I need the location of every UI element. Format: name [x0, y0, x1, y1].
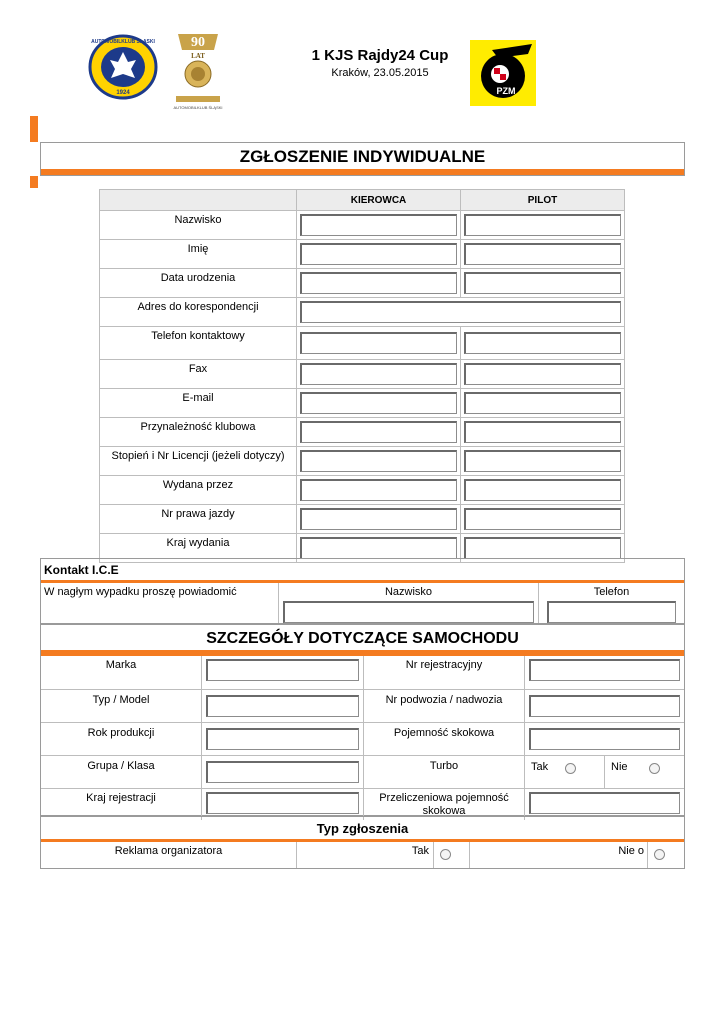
ad-yes-radio[interactable] — [440, 849, 451, 860]
ad-no-radio[interactable] — [654, 849, 665, 860]
driver-firstname-input[interactable] — [300, 243, 457, 265]
logo-mid-number: 90 — [191, 35, 205, 50]
table-row — [100, 240, 625, 269]
personal-info-table — [99, 189, 625, 563]
pilot-surname-input[interactable] — [464, 214, 621, 236]
col-driver: KIEROWCA — [297, 190, 461, 211]
entry-type-row — [41, 842, 684, 868]
logo-left-year: 1924 — [116, 90, 130, 96]
logo-mid-caption: AUTOMOBILKLUB ŚLĄSKI — [173, 105, 223, 110]
pzm-logo — [470, 40, 536, 106]
row-label-firstname: Imię — [100, 240, 297, 269]
reg-country-input[interactable] — [206, 792, 359, 814]
car-row-group — [41, 755, 684, 788]
table-row — [100, 327, 625, 360]
reg-no-label: Nr rejestracyjny — [363, 656, 524, 689]
car-title: SZCZEGÓŁY DOTYCZĄCE SAMOCHODU — [206, 630, 519, 647]
ninety-years-logo — [170, 30, 226, 112]
table-row — [100, 447, 625, 476]
model-label: Typ / Model — [92, 694, 150, 706]
row-label-surname: Nazwisko — [100, 211, 297, 240]
year-label: Rok produkcji — [87, 727, 155, 739]
logo-mid-word: LAT — [191, 52, 205, 60]
driver-license-input[interactable] — [300, 450, 457, 472]
make-label: Marka — [105, 659, 137, 671]
converted-capacity-input[interactable] — [529, 792, 680, 814]
ice-phone-input[interactable] — [547, 601, 676, 623]
turbo-no-cell — [604, 756, 684, 788]
automobilklub-slaski-logo — [88, 34, 158, 100]
ad-no-label: Nie o — [469, 842, 647, 868]
driver-surname-input[interactable] — [300, 214, 457, 236]
ice-surname-cell — [278, 583, 538, 623]
ice-section — [40, 558, 685, 624]
driver-issued-by-input[interactable] — [300, 479, 457, 501]
logo-left-text: AUTOMOBILKLUB ŚLĄSKI — [91, 39, 155, 45]
chassis-input[interactable] — [529, 695, 680, 717]
turbo-label: Turbo — [363, 756, 524, 788]
main-title: ZGŁOSZENIE INDYWIDUALNE — [239, 147, 486, 166]
col-pilot: PILOT — [461, 190, 625, 211]
turbo-yes-label: Tak — [531, 760, 549, 773]
address-input[interactable] — [300, 301, 621, 323]
car-row-make — [41, 656, 684, 689]
driver-fax-input[interactable] — [300, 363, 457, 385]
row-label-fax: Fax — [100, 360, 297, 389]
ice-phone-label: Telefon — [593, 586, 630, 598]
table-row — [100, 360, 625, 389]
table-row — [100, 418, 625, 447]
pilot-license-input[interactable] — [464, 450, 621, 472]
chassis-label: Nr podwozia / nadwozia — [363, 690, 524, 722]
row-label-email: E-mail — [100, 389, 297, 418]
title-underline — [41, 169, 684, 175]
ice-surname-label: Nazwisko — [384, 586, 433, 598]
model-input[interactable] — [206, 695, 359, 717]
ice-surname-input[interactable] — [283, 601, 534, 623]
header-blank — [100, 190, 297, 211]
event-date-place: Kraków, 23.05.2015 — [331, 67, 429, 79]
row-label-license: Stopień i Nr Licencji (jeżeli dotyczy) — [100, 447, 297, 476]
year-input[interactable] — [206, 728, 359, 750]
group-label: Grupa / Klasa — [87, 760, 155, 772]
table-header-row — [100, 190, 625, 211]
car-row-model — [41, 689, 684, 722]
table-row — [100, 211, 625, 240]
row-label-issued-by: Wydana przez — [100, 476, 297, 505]
pzm-text: PZM — [496, 86, 516, 96]
ice-notify-label: W nagłym wypadku proszę powiadomić — [44, 586, 237, 598]
pilot-email-input[interactable] — [464, 392, 621, 414]
row-label-address: Adres do korespondencji — [100, 298, 297, 327]
table-row — [100, 389, 625, 418]
table-row — [100, 505, 625, 534]
row-label-driving-license: Nr prawa jazdy — [100, 505, 297, 534]
reg-no-input[interactable] — [529, 659, 680, 681]
orange-marker-bottom — [30, 176, 38, 188]
pilot-club-input[interactable] — [464, 421, 621, 443]
driver-club-input[interactable] — [300, 421, 457, 443]
row-label-club: Przynależność klubowa — [100, 418, 297, 447]
reg-country-label: Kraj rejestracji — [86, 792, 156, 804]
turbo-yes-radio[interactable] — [565, 763, 576, 774]
ad-label: Reklama organizatora — [114, 845, 223, 857]
row-label-birthdate: Data urodzenia — [100, 269, 297, 298]
driver-issue-country-input[interactable] — [300, 537, 457, 559]
row-label-phone: Telefon kontaktowy — [100, 327, 297, 360]
pilot-driving-license-input[interactable] — [464, 508, 621, 530]
ice-title: Kontakt I.C.E — [41, 559, 684, 583]
ice-row — [41, 583, 684, 623]
entry-type-title: Typ zgłoszenia — [41, 817, 684, 842]
driver-phone-input[interactable] — [300, 332, 457, 354]
turbo-yes-cell — [524, 756, 604, 788]
pilot-firstname-input[interactable] — [464, 243, 621, 265]
turbo-no-label: Nie — [611, 760, 628, 773]
table-row — [100, 476, 625, 505]
driver-birthdate-input[interactable] — [300, 272, 457, 294]
table-row — [100, 269, 625, 298]
ice-phone-cell — [538, 583, 684, 623]
event-title: 1 KJS Rajdy24 Cup — [311, 47, 449, 64]
pilot-issue-country-input[interactable] — [464, 537, 621, 559]
pilot-phone-input[interactable] — [464, 332, 621, 354]
car-row-year — [41, 722, 684, 755]
table-row — [100, 298, 625, 327]
ad-yes-label: Tak — [296, 842, 433, 868]
entry-type-section — [40, 816, 685, 869]
main-title-box — [40, 142, 685, 176]
car-section — [40, 624, 685, 816]
turbo-no-radio[interactable] — [649, 763, 660, 774]
make-input[interactable] — [206, 659, 359, 681]
orange-marker-top — [30, 116, 38, 142]
converted-capacity-label: Przeliczeniowa pojemność skokowa — [363, 789, 524, 820]
group-input[interactable] — [206, 761, 359, 783]
capacity-label: Pojemność skokowa — [363, 723, 524, 755]
pilot-birthdate-input[interactable] — [464, 272, 621, 294]
driver-email-input[interactable] — [300, 392, 457, 414]
pilot-fax-input[interactable] — [464, 363, 621, 385]
pilot-issued-by-input[interactable] — [464, 479, 621, 501]
driver-driving-license-input[interactable] — [300, 508, 457, 530]
row-label-issue-country: Kraj wydania — [100, 534, 297, 563]
capacity-input[interactable] — [529, 728, 680, 750]
